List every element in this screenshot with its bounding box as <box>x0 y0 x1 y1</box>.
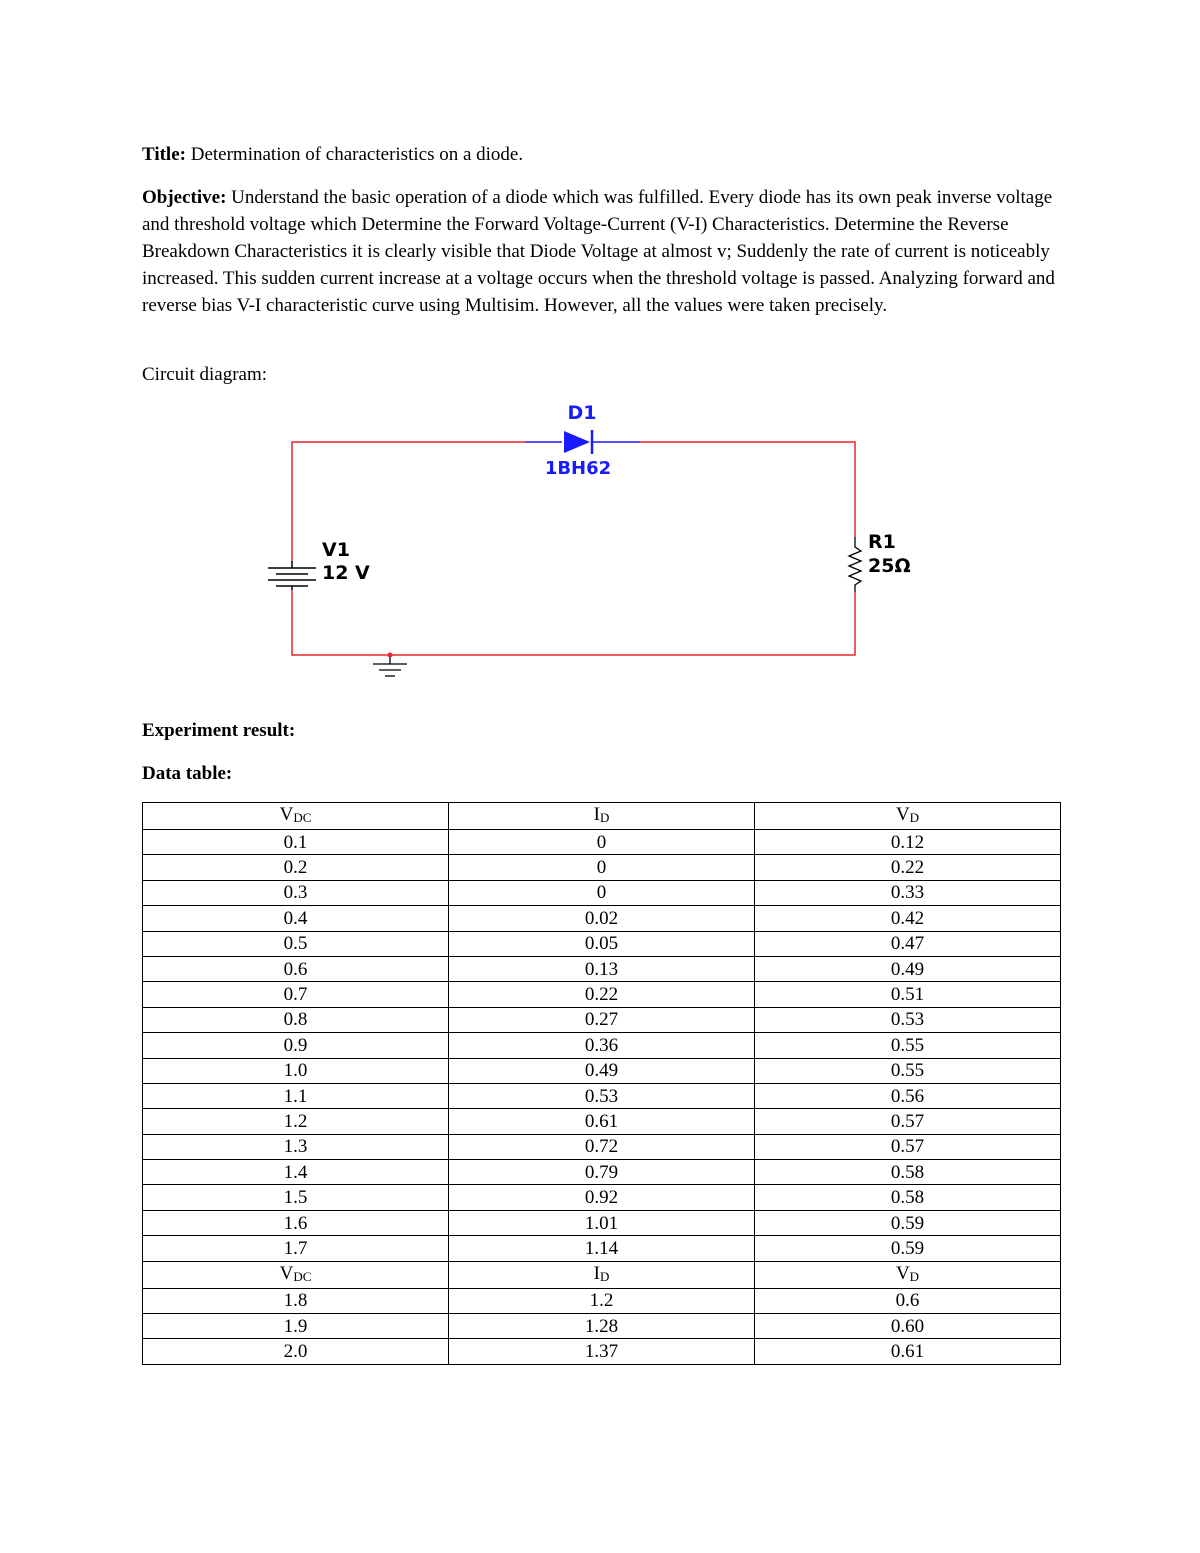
table-cell: 0.57 <box>755 1134 1061 1159</box>
table-cell: 0.02 <box>449 906 755 931</box>
table-header-cell <box>449 803 755 830</box>
table-header-cell <box>143 1261 449 1288</box>
table-cell: 1.4 <box>143 1160 449 1185</box>
header-subscript: D <box>909 1268 920 1284</box>
table-row <box>143 855 1061 880</box>
table-row <box>143 956 1061 981</box>
table-row <box>143 1236 1061 1261</box>
header-symbol: V <box>895 1262 910 1284</box>
table-row <box>143 830 1061 855</box>
table-cell: 0.59 <box>755 1236 1061 1261</box>
table-cell: 0.3 <box>143 880 449 905</box>
table-cell: 1.0 <box>143 1058 449 1083</box>
table-cell: 1.28 <box>449 1314 755 1339</box>
header-symbol: I <box>593 1262 600 1284</box>
table-cell: 0.53 <box>755 1007 1061 1032</box>
table-row <box>143 1109 1061 1134</box>
table-cell: 0.49 <box>755 956 1061 981</box>
table-header-row <box>143 803 1061 830</box>
source-value-label: 12 V <box>322 562 370 584</box>
table-cell: 0.61 <box>755 1339 1061 1364</box>
table-cell: 0.72 <box>449 1134 755 1159</box>
table-cell: 0 <box>449 855 755 880</box>
wire-bottom <box>292 590 855 655</box>
table-cell: 1.9 <box>143 1314 449 1339</box>
table-row <box>143 931 1061 956</box>
table-row <box>143 1134 1061 1159</box>
objective-text: Understand the basic operation of a diode which was fulfilled. Every diode has its own peak inverse voltage and threshold voltage which Determine the Forward Voltage-Current (V-I) Characteristics. Determine the Reverse Breakdown Characteristics it is clearly visible that Diode Voltage at almost v; Suddenly the rate of current is noticeably increased. This sudden current increase at a voltage occurs when the threshold voltage is passed. Analyzing forward and reverse bias V-I characteristic curve using Multisim. However, all the values were taken precisely. <box>142 187 1055 316</box>
table-row <box>143 1033 1061 1058</box>
table-cell: 0.12 <box>755 830 1061 855</box>
experiment-result-heading: Experiment result: <box>142 720 296 741</box>
table-cell: 1.1 <box>143 1083 449 1108</box>
table-cell: 1.3 <box>143 1134 449 1159</box>
table-cell: 1.2 <box>449 1288 755 1313</box>
table-cell: 1.01 <box>449 1210 755 1235</box>
table-header-cell <box>143 803 449 830</box>
table-cell: 0.36 <box>449 1033 755 1058</box>
header-symbol: V <box>279 804 294 825</box>
table-row <box>143 982 1061 1007</box>
table-row <box>143 1339 1061 1364</box>
circuit-diagram-caption: Circuit diagram: <box>142 364 268 385</box>
table-cell: 1.7 <box>143 1236 449 1261</box>
header-symbol: I <box>593 804 600 825</box>
table-cell: 0.61 <box>449 1109 755 1134</box>
resistor-symbol <box>849 537 861 592</box>
ground-node-dot <box>388 653 393 658</box>
table-header-cell <box>755 803 1061 830</box>
header-subscript: D <box>909 810 920 825</box>
table-cell: 0.33 <box>755 880 1061 905</box>
table-cell: 0.51 <box>755 982 1061 1007</box>
data-table-body <box>143 803 1061 1365</box>
table-row <box>143 1058 1061 1083</box>
table-row <box>143 1160 1061 1185</box>
title-label: Title: <box>142 144 186 165</box>
table-row <box>143 880 1061 905</box>
title-text: Determination of characteristics on a diode. <box>190 144 524 165</box>
source-name-label: V1 <box>322 539 350 561</box>
table-cell: 1.5 <box>143 1185 449 1210</box>
table-cell: 0.1 <box>143 830 449 855</box>
table-cell: 0.7 <box>143 982 449 1007</box>
table-row <box>143 1210 1061 1235</box>
table-cell: 0.9 <box>143 1033 449 1058</box>
table-cell: 0.53 <box>449 1083 755 1108</box>
resistor-name-label: R1 <box>868 531 896 553</box>
table-header-cell <box>449 1261 755 1288</box>
table-cell: 0.49 <box>449 1058 755 1083</box>
table-cell: 1.14 <box>449 1236 755 1261</box>
table-cell: 0.27 <box>449 1007 755 1032</box>
table-row <box>143 1314 1061 1339</box>
table-cell: 0.55 <box>755 1033 1061 1058</box>
data-table <box>142 802 1061 1365</box>
header-symbol: V <box>279 1262 294 1284</box>
table-cell: 0.59 <box>755 1210 1061 1235</box>
table-row <box>143 1083 1061 1108</box>
table-row <box>143 1007 1061 1032</box>
table-cell: 1.2 <box>143 1109 449 1134</box>
diode-name-label: D1 <box>567 402 597 424</box>
circuit-diagram <box>0 0 1200 700</box>
header-subscript: D <box>599 810 610 825</box>
table-cell: 0.57 <box>755 1109 1061 1134</box>
table-cell: 0.55 <box>755 1058 1061 1083</box>
diode-model-label: 1BH62 <box>544 458 612 479</box>
table-cell: 0.60 <box>755 1314 1061 1339</box>
battery-symbol <box>268 561 316 590</box>
table-row <box>143 1185 1061 1210</box>
table-cell: 2.0 <box>143 1339 449 1364</box>
header-symbol: V <box>895 804 910 825</box>
table-cell: 0.6 <box>755 1288 1061 1313</box>
table-cell: 0.42 <box>755 906 1061 931</box>
header-subscript: D <box>599 1268 610 1284</box>
objective-label: Objective: <box>142 187 227 208</box>
table-header-row <box>143 1261 1061 1288</box>
table-cell: 0.58 <box>755 1185 1061 1210</box>
header-subscript: DC <box>293 1268 312 1284</box>
table-cell: 0.13 <box>449 956 755 981</box>
table-cell: 1.6 <box>143 1210 449 1235</box>
table-cell: 0.22 <box>755 855 1061 880</box>
table-cell: 0.47 <box>755 931 1061 956</box>
table-cell: 1.37 <box>449 1339 755 1364</box>
table-cell: 0.05 <box>449 931 755 956</box>
table-cell: 0.4 <box>143 906 449 931</box>
ground-symbol <box>373 655 407 676</box>
diode-symbol <box>525 430 640 454</box>
table-header-cell <box>755 1261 1061 1288</box>
resistor-value-label: 25Ω <box>868 555 911 577</box>
table-cell: 0.56 <box>755 1083 1061 1108</box>
table-cell: 0.2 <box>143 855 449 880</box>
table-cell: 0.58 <box>755 1160 1061 1185</box>
table-cell: 0.8 <box>143 1007 449 1032</box>
wire-top-right <box>640 442 855 537</box>
table-row <box>143 1288 1061 1313</box>
table-cell: 1.8 <box>143 1288 449 1313</box>
table-cell: 0.22 <box>449 982 755 1007</box>
table-cell: 0 <box>449 880 755 905</box>
table-cell: 0.79 <box>449 1160 755 1185</box>
table-cell: 0.92 <box>449 1185 755 1210</box>
table-cell: 0.6 <box>143 956 449 981</box>
table-row <box>143 906 1061 931</box>
table-cell: 0.5 <box>143 931 449 956</box>
header-subscript: DC <box>293 810 312 825</box>
table-cell: 0 <box>449 830 755 855</box>
data-table-heading: Data table: <box>142 763 233 784</box>
